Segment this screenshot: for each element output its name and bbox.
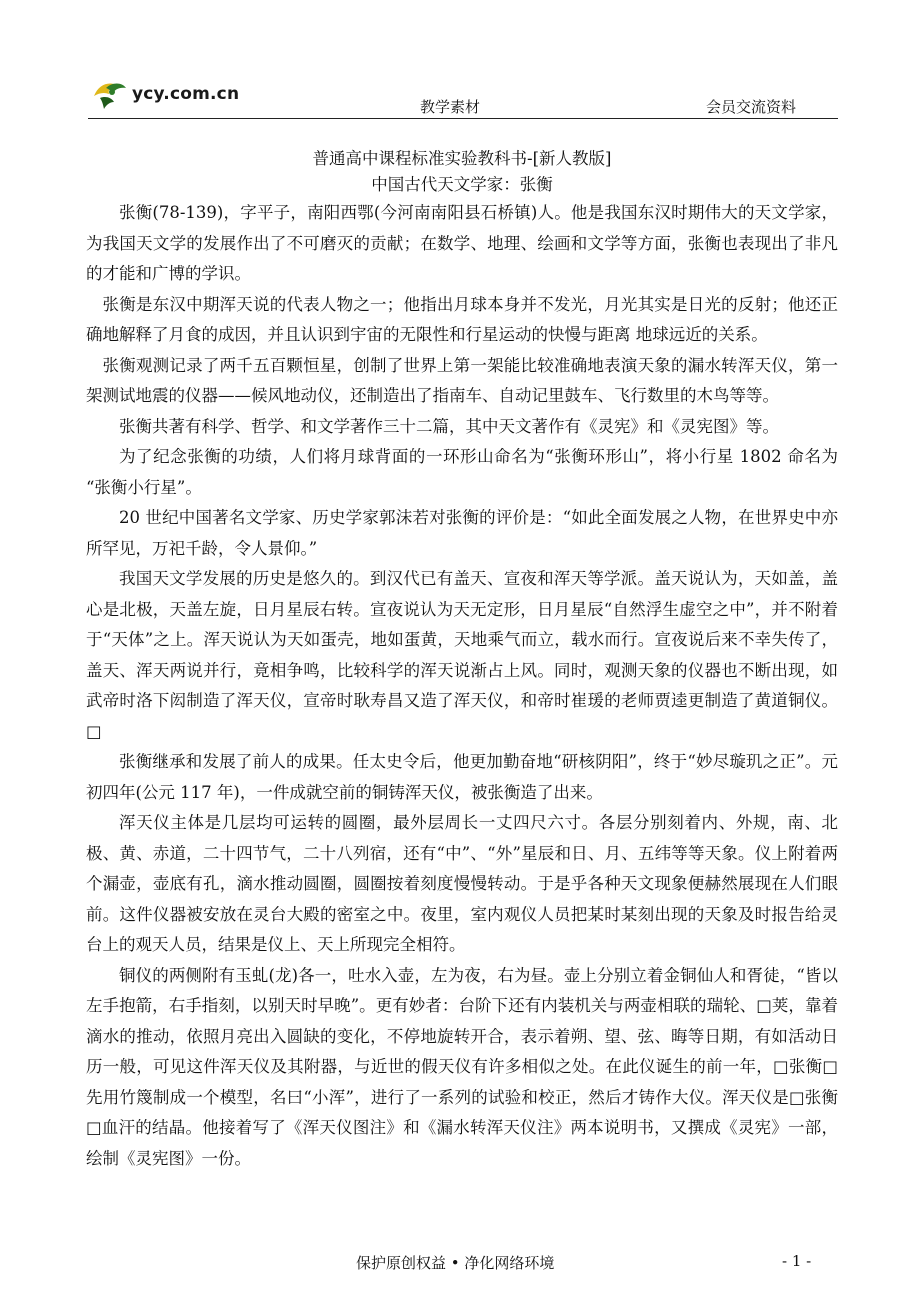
paragraph: 我国天文学发展的历史是悠久的。到汉代已有盖天、宣夜和浑天等学派。盖天说认为，天如盖，盖心是北极，天盖左旋，日月星辰右转。宣夜说认为天无定形，日月星辰“自然浮生虚空之中”，并不附着于“天体”之上。浑天说认为天如蛋壳，地如蛋黄，天地乘气而立，载水而行。宣夜说后来不幸失传了，盖天、浑天两说并行，竟相争鸣，比较科学的浑天说渐占上风。同时，观测天象的仪器也不断出现，如武帝时洛下闳制造了浑天仪，宣帝时耿寿昌又造了浑天仪，和帝时崔瑗的老师贾逵更制造了黄道铜仪。□ xyxy=(86,569,838,741)
paragraph: 为了纪念张衡的功绩，人们将月球背面的一环形山命名为“张衡环形山”，将小行星 1802 命名为 “张衡小行星”。 xyxy=(86,447,838,497)
page-number: - 1 - xyxy=(782,1252,812,1270)
paragraph: 张衡(78-139)，字平子，南阳西鄂(今河南南阳县石桥镇)人。他是我国东汉时期伟大的天文学家，为我国天文学的发展作出了不可磨灭的贡献；在数学、地理、绘画和文学等方面，张衡也表现出了非凡的才能和广博的学识。 xyxy=(86,203,838,283)
paragraph: 张衡继承和发展了前人的成果。任太史令后，他更加勤奋地“研核阴阳”，终于“妙尽璇玑之正”。元初四年(公元 117 年)，一件成就空前的铜铸浑天仪，被张衡造了出来。 xyxy=(86,752,838,802)
page-header xyxy=(88,68,838,120)
document-subtitle: 中国古代天文学家：张衡 xyxy=(371,175,553,194)
header-member-label: 会员交流资料 xyxy=(706,98,797,116)
footer-slogan: 保护原创权益 • 净化网络环境 xyxy=(356,1254,555,1272)
paragraph: 浑天仪主体是几层均可运转的圆圈，最外层周长一丈四尺六寸。各层分别刻着内、外规，南、北极、黄、赤道，二十四节气，二十八列宿，还有“中”、“外”星辰和日、月、五纬等等天象。仪上附着两个漏壶，壶底有孔，滴水推动圆圈，圆圈按着刻度慢慢转动。于是乎各种天文现象便赫然展现在人们眼前。这件仪器被安放在灵台大殿的密室之中。夜里，室内观仪人员把某时某刻出现的天象及时报告给灵台上的观天人员，结果是仪上、天上所现完全相符。 xyxy=(86,813,838,954)
paragraph: 铜仪的两侧附有玉虬(龙)各一，吐水入壶，左为夜，右为昼。壶上分别立着金铜仙人和胥徒，“皆以左手抱箭，右手指刻，以别天时早晚”。更有妙者：台阶下还有内装机关与两壶相联的瑞轮、□荚，靠着滴水的推动，依照月亮出入圆缺的变化，不停地旋转开合，表示着朔、望、弦、晦等日期，有如活动日历一般，可见这件浑天仪及其附器，与近世的假天仪有许多相似之处。在此仪诞生的前一年，□张衡□先用竹篾制成一个模型，名曰“小浑”，进行了一系列的试验和校正，然后才铸作大仪。浑天仪是□张衡□血汗的结晶。他接着写了《浑天仪图注》和《漏水转浑天仪注》两本说明书，又撰成《灵宪》一部，绘制《灵宪图》一份。 xyxy=(86,965,838,1168)
header-divider xyxy=(88,118,838,119)
paragraph: 20 世纪中国著名文学家、历史学家郭沫若对张衡的评价是：“如此全面发展之人物，在世界史中亦所罕见，万祀千龄，令人景仰。” xyxy=(86,508,838,558)
paragraph: 张衡观测记录了两千五百颗恒星，创制了世界上第一架能比较准确地表演天象的漏水转浑天仪，第一架测试地震的仪器——候风地动仪，还制造出了指南车、自动记里鼓车、飞行数里的木鸟等等。 xyxy=(86,355,838,405)
document-body xyxy=(86,146,838,1174)
header-category-label: 教学素材 xyxy=(420,98,481,116)
paragraph: 张衡是东汉中期浑天说的代表人物之一；他指出月球本身并不发光，月光其实是日光的反射；他还正确地解释了月食的成因，并且认识到宇宙的无限性和行星运动的快慢与距离 地球远近的关系。 xyxy=(86,294,838,344)
document-title: 普通高中课程标准实验教科书-[新人教版] xyxy=(312,149,612,168)
logo-text: ycy.com.cn xyxy=(132,84,240,104)
logo-bird-icon xyxy=(92,78,128,110)
site-logo[interactable] xyxy=(88,70,248,114)
paragraph: 张衡共著有科学、哲学、和文学著作三十二篇，其中天文著作有《灵宪》和《灵宪图》等。 xyxy=(119,416,779,436)
